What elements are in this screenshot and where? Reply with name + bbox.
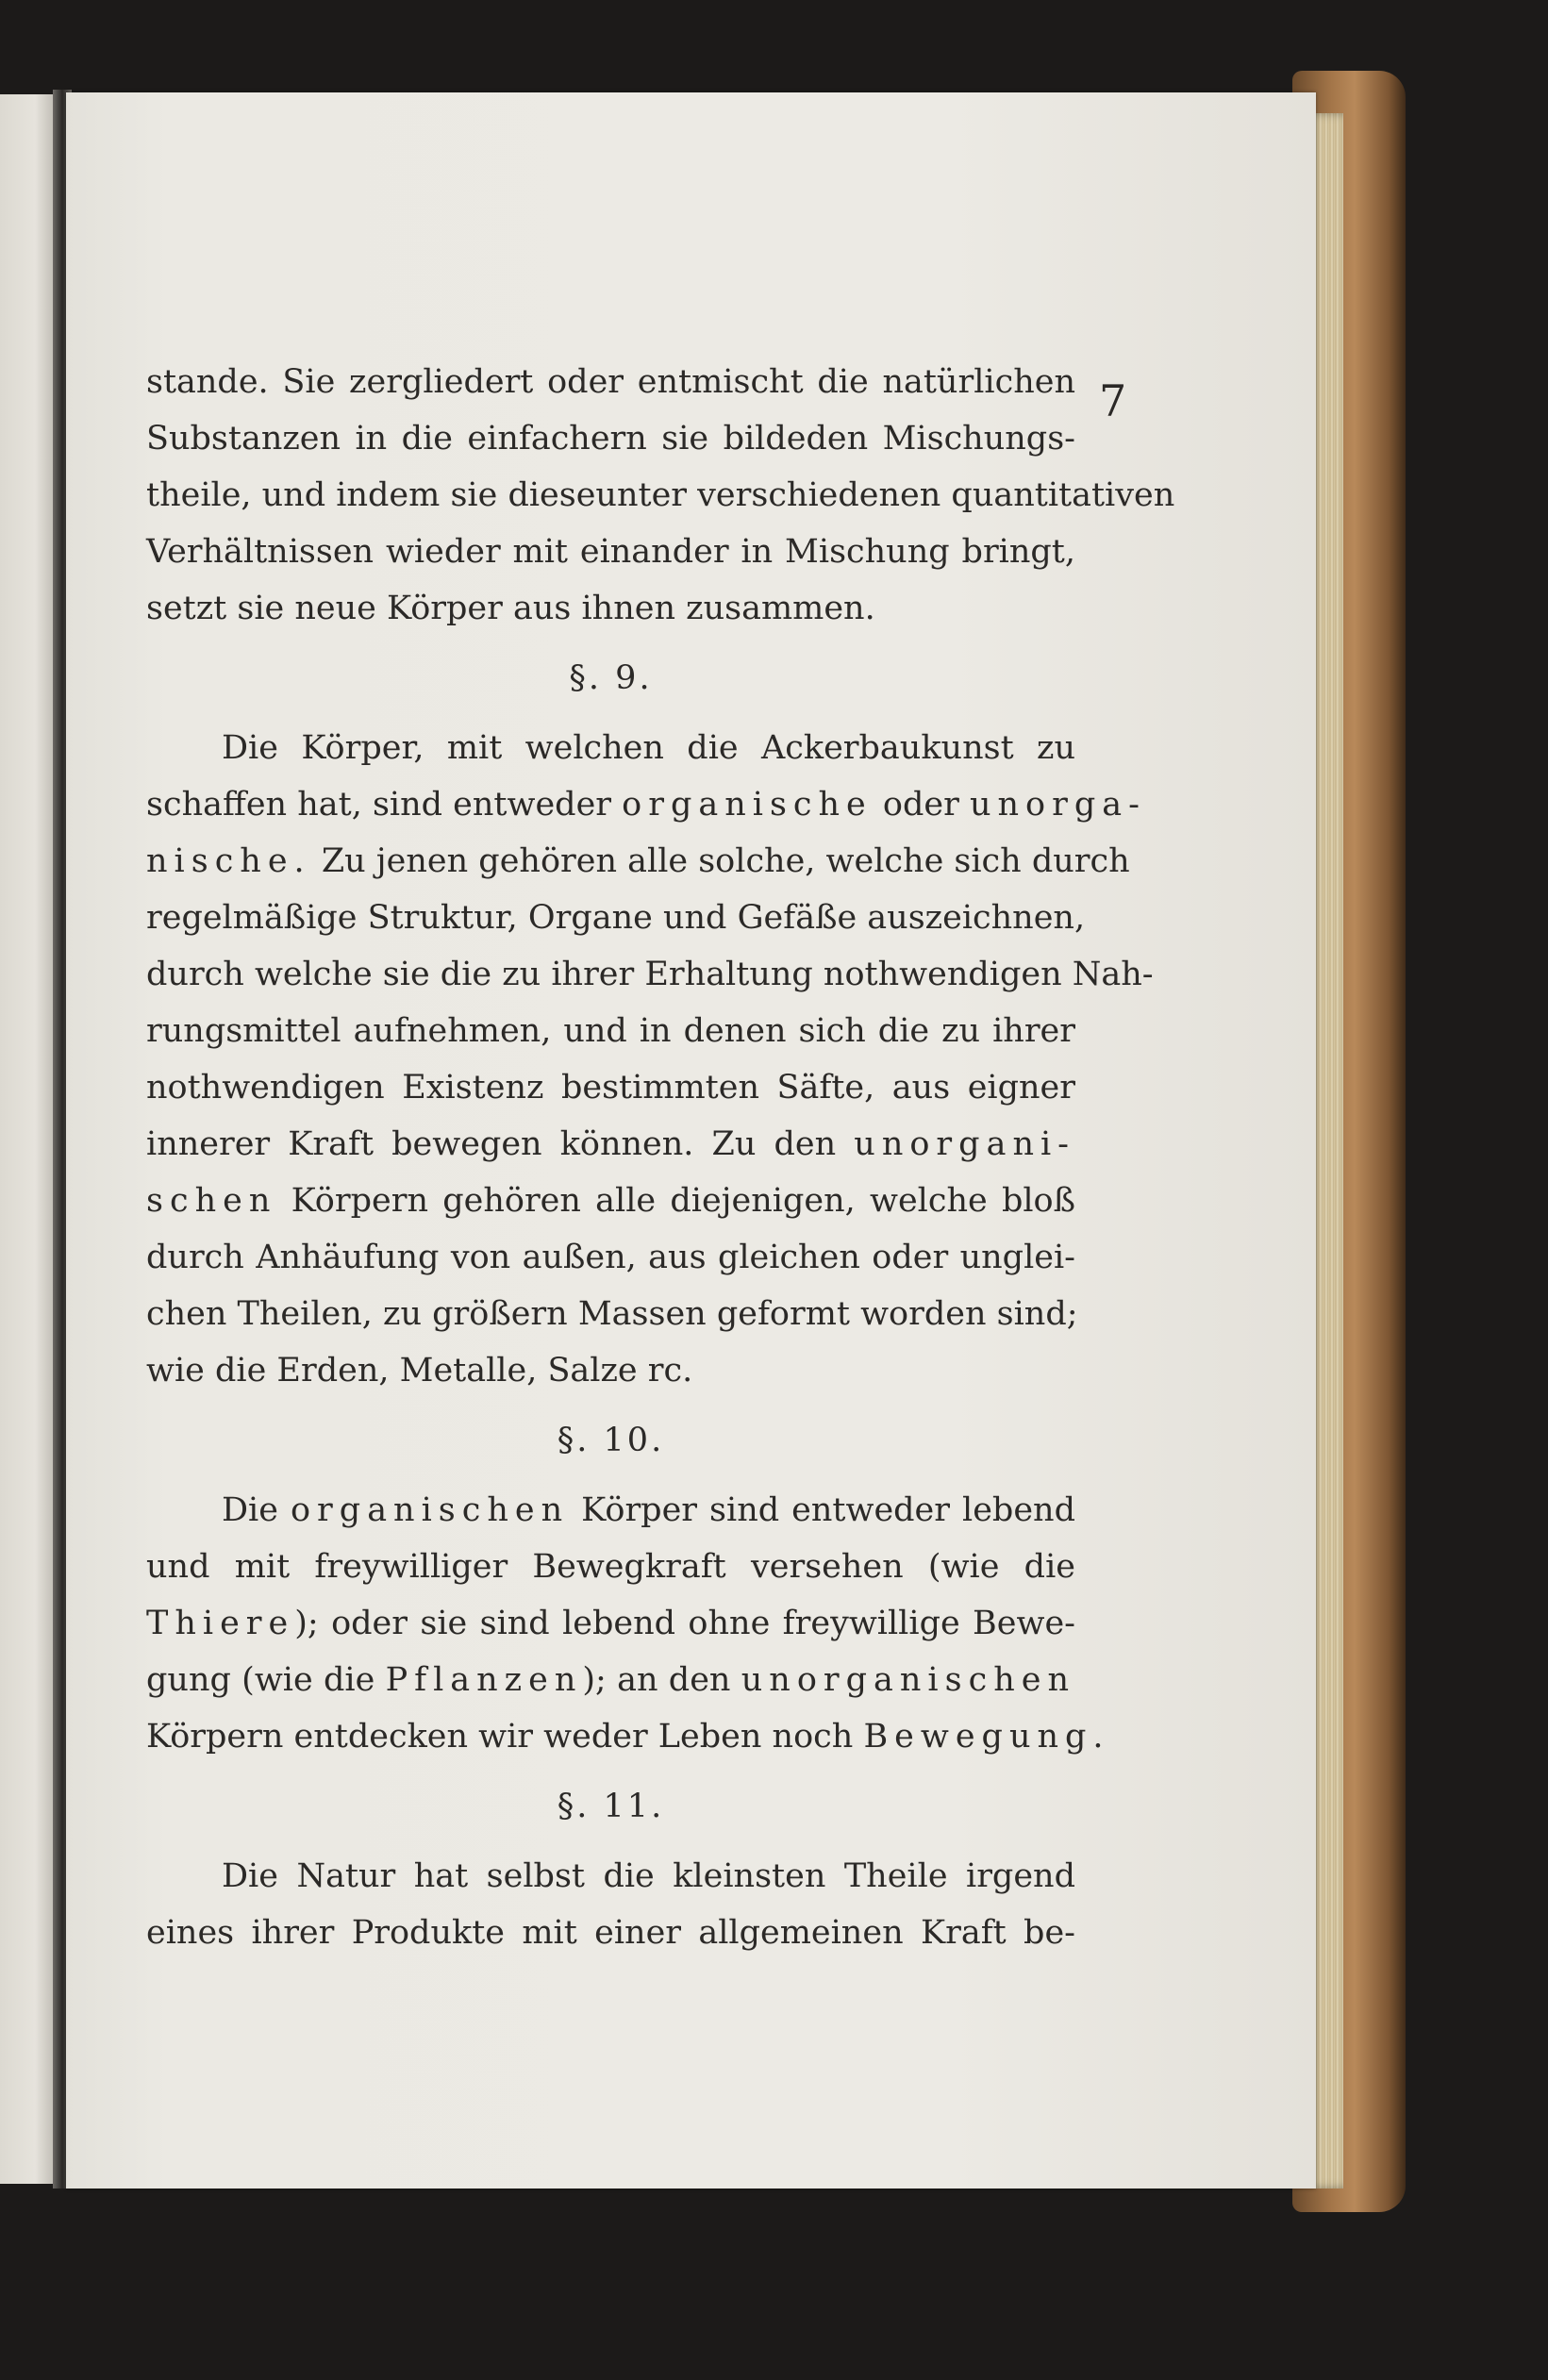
text-line: durch welche sie die zu ihrer Erhaltung nothwendigen Nah-	[146, 956, 1154, 993]
text-line: Die organischen Körper sind entweder lebend	[222, 1491, 1075, 1529]
page-number: 7	[1099, 375, 1127, 426]
text-line: innerer Kraft bewegen können. Zu den unorgani-	[146, 1125, 1075, 1163]
text-line: gung (wie die Pflanzen); an den unorganischen	[146, 1661, 1075, 1699]
text-line: durch Anhäufung von außen, aus gleichen oder unglei-	[146, 1239, 1075, 1276]
text-line: regelmäßige Struktur, Organe und Gefäße auszeichnen,	[146, 899, 1086, 937]
text-line: setzt sie neue Körper aus ihnen zusammen.	[146, 590, 875, 627]
text-line: rungsmittel aufnehmen, und in denen sich die zu ihrer	[146, 1012, 1075, 1050]
text-line: wie die Erden, Metalle, Salze rc.	[146, 1352, 693, 1390]
text-line: und mit freywilliger Bewegkraft versehen (wie die	[146, 1548, 1075, 1586]
section-heading-9: §. 9.	[569, 659, 653, 697]
text-line: Die Körper, mit welchen die Ackerbaukunst zu	[222, 729, 1075, 767]
section-heading-10: §. 10.	[557, 1422, 665, 1459]
text-line: Substanzen in die einfachern sie bildeden Mischungs-	[146, 420, 1075, 458]
text-line: schen Körpern gehören alle diejenigen, welche bloß	[146, 1182, 1075, 1220]
text-line: stande. Sie zergliedert oder entmischt die natürlichen	[146, 363, 1075, 401]
text-line: schaffen hat, sind entweder organische oder unorga-	[146, 786, 1146, 824]
page-text	[146, 354, 1175, 1961]
text-line: nothwendigen Existenz bestimmten Säfte, aus eigner	[146, 1069, 1075, 1107]
text-line: Die Natur hat selbst die kleinsten Theile irgend	[222, 1857, 1075, 1895]
text-line: theile, und indem sie dieseunter verschiedenen quantitativen	[146, 476, 1175, 514]
left-page-edge	[0, 94, 58, 2184]
text-line: Körpern entdecken wir weder Leben noch Bewegung.	[146, 1718, 1110, 1756]
text-line: chen Theilen, zu größern Massen geformt worden sind;	[146, 1295, 1078, 1333]
text-line: Thiere); oder sie sind lebend ohne freywillige Bewe-	[146, 1605, 1075, 1642]
section-heading-11: §. 11.	[557, 1788, 665, 1825]
text-line: Verhältnissen wieder mit einander in Mischung bringt,	[146, 533, 1075, 571]
text-line: nische. Zu jenen gehören alle solche, welche sich durch	[146, 842, 1130, 880]
text-line: eines ihrer Produkte mit einer allgemeinen Kraft be-	[146, 1914, 1075, 1952]
